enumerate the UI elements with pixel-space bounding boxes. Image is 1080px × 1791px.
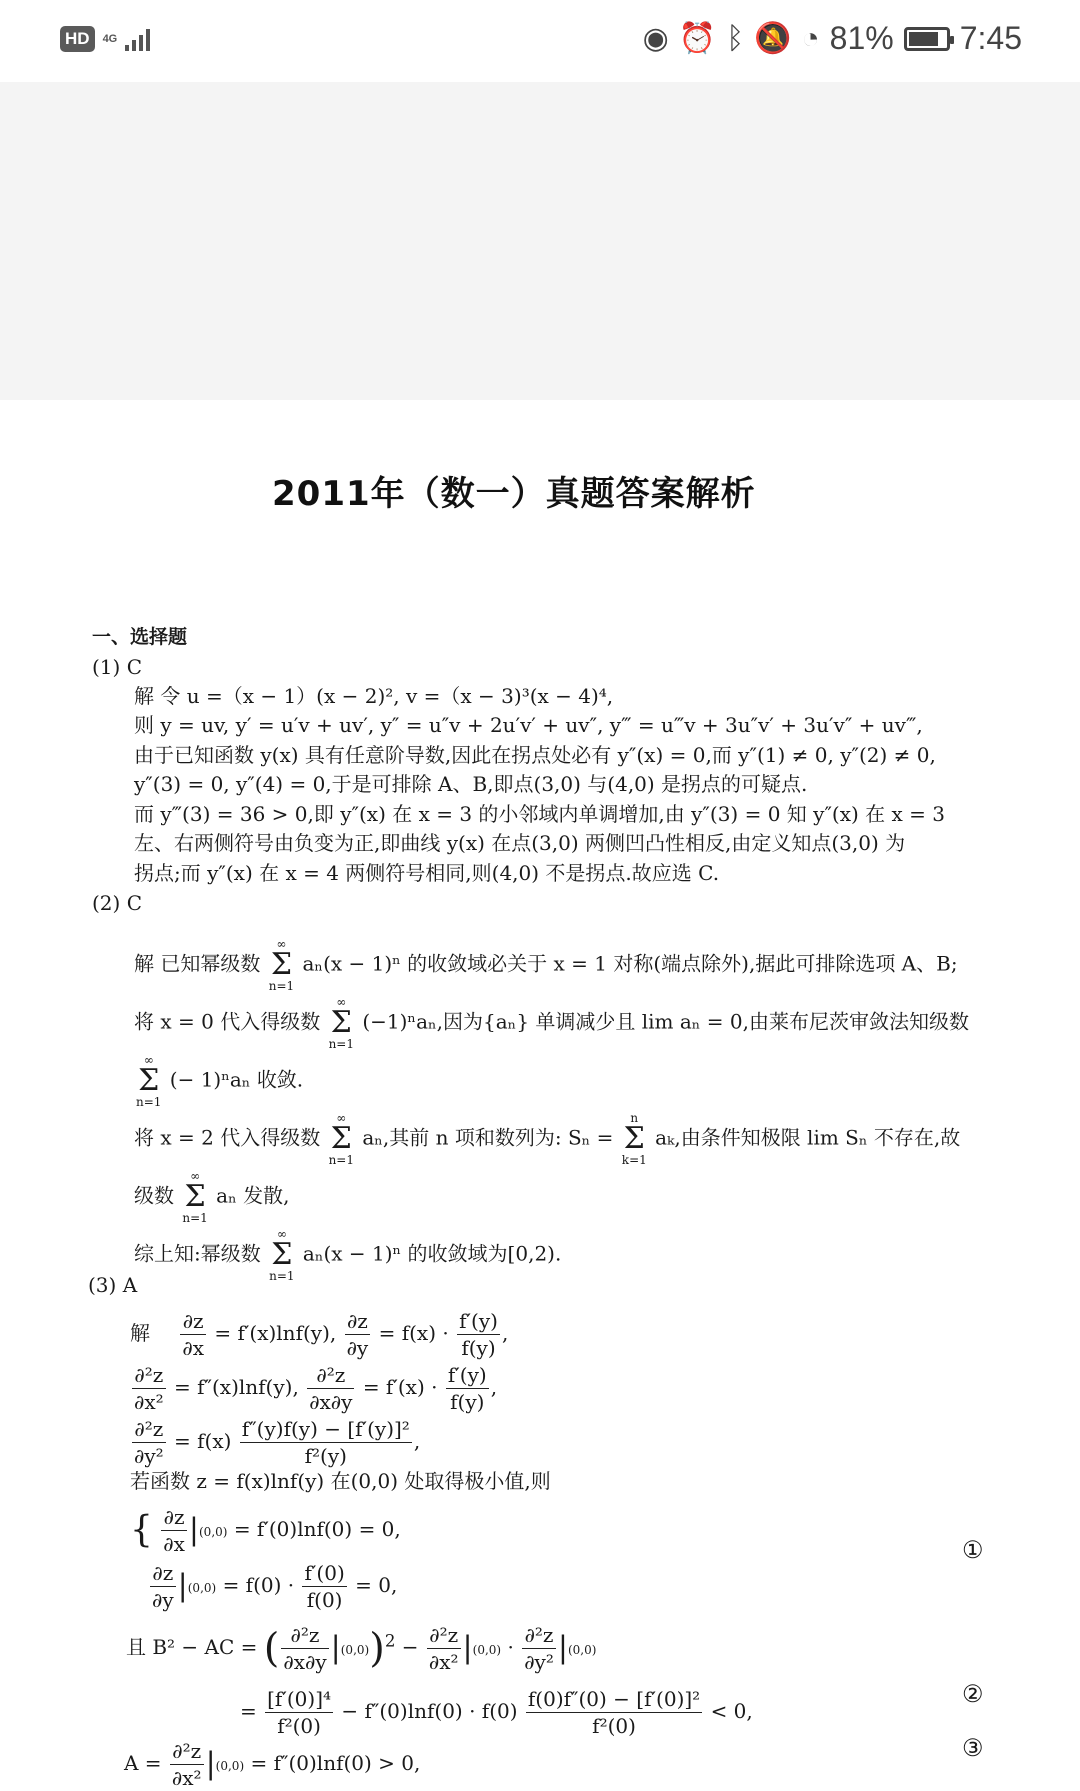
speedometer-icon: ◔ (801, 21, 820, 55)
q3-text: − f″(0)lnf(0) · f(0) (341, 1699, 518, 1723)
fraction (526, 1686, 702, 1739)
bell-off-icon: 🔕 (754, 21, 792, 55)
summation: ∞ Σ n=1 (182, 1169, 208, 1225)
document-page (0, 400, 1080, 1790)
q3-text: 且 B² − AC = (126, 1635, 258, 1659)
fraction (240, 1416, 412, 1469)
fraction (345, 1308, 371, 1361)
q1-label: (1) C (92, 655, 142, 679)
q3-cond-1: { $\frac{\partial z}{\partial x}$ |(0,0) = f′(0)lnf(0) = 0, (130, 1505, 401, 1556)
q2-line-6 (134, 1228, 561, 1282)
q2-text: aₙ(x − 1)ⁿ 的收敛域为[0,2). (302, 1241, 562, 1266)
q3-label: (3) A (88, 1273, 138, 1297)
q2-line-3 (134, 1054, 303, 1108)
q1-line-1: 解 令 u =（x − 1）(x − 2)², v =（x − 3)³(x − 4)⁴, (134, 684, 614, 708)
network-type: 4G (102, 32, 118, 45)
q1-line-5: 而 y‴(3) = 36 > 0,即 y″(x) 在 x = 3 的小邻域内单调增加,由 y″(3) = 0 知 y″(x) 在 x = 3 (134, 802, 945, 826)
numerator: ∂²z (281, 1622, 328, 1649)
q3-text: = f(x) · (378, 1321, 449, 1345)
signal-icon (125, 27, 150, 51)
q3-text: = f(x) (174, 1429, 232, 1453)
q3-text: = f′(x)lnf(y), (214, 1321, 337, 1345)
denominator: ∂x∂y (283, 1650, 327, 1674)
q2-text: (−1)ⁿaₙ,因为{aₙ} 单调减少且 lim aₙ = 0,由莱布尼茨审敛法知级数 (362, 1009, 970, 1034)
bluetooth-icon: ᛒ (726, 21, 745, 55)
fraction (180, 1308, 206, 1361)
numerator: ∂z (345, 1308, 371, 1335)
numerator: ∂z (180, 1308, 206, 1335)
battery-icon (904, 27, 950, 51)
q1-line-3: 由于已知函数 y(x) 具有任意阶导数,因此在拐点处必有 y″(x) = 0,而 y″(1) ≠ 0, y″(2) ≠ 0, (134, 743, 936, 767)
sum-lower: n=1 (182, 1211, 208, 1225)
q2-text: 将 x = 0 代入得级数 (134, 1009, 321, 1034)
q2-text: aₖ,由条件知极限 lim Sₙ 不存在,故 (655, 1125, 961, 1150)
q3-cond-2: $\frac{\partial z}{\partial y}$ |(0,0) = f(0) · $\frac{f'(0)}{f(0)}$ = 0, (152, 1561, 398, 1612)
status-right (643, 20, 1022, 57)
summation: ∞ Σ n=1 (269, 1227, 295, 1283)
eval-point: (0,0) (187, 1581, 217, 1595)
denominator: f²(y) (304, 1444, 347, 1468)
q2-text: aₙ,其前 n 项和数列为: Sₙ = (362, 1125, 614, 1150)
q3-row-1: 解 $\frac{\partial z}{\partial x}$ = f′(x)lnf(y), $\frac{\partial z}{\partial y}$ = f(x) · $\frac{f'(y)}{f(y)}$ , (130, 1309, 509, 1360)
numerator: ∂z (150, 1560, 176, 1587)
fraction (427, 1622, 461, 1675)
q3-a-value: A = $\frac{\text{∂²z}}{\text{∂x²}}$ |(0,0) = f″(0)lnf(0) > 0, (124, 1739, 421, 1790)
q2-line-5 (134, 1170, 289, 1224)
sum-upper: ∞ (276, 1227, 287, 1241)
denominator: f²(0) (277, 1714, 321, 1738)
denominator: ∂y² (134, 1444, 164, 1468)
q2-text: 综上知:幂级数 (134, 1241, 261, 1266)
summation: ∞ Σ n=1 (268, 937, 295, 993)
q2-label: (2) C (92, 891, 142, 915)
numerator: f′(y) (459, 1309, 498, 1333)
q3-row-3: $\frac{\text{∂²z}}{\text{∂y²}}$ = f(x) $\frac{\text{f″(y)f(y) − [f′(y)]²}}{\text{f²(y)}}$ , (134, 1417, 421, 1468)
sum-upper: ∞ (336, 1111, 347, 1125)
blank-top-area (0, 82, 1080, 400)
q3-text: = f(0) · (222, 1573, 295, 1597)
q2-line-1 (134, 938, 958, 992)
denominator: ∂x∂y (309, 1390, 353, 1414)
denominator: ∂y² (524, 1650, 554, 1674)
denominator: ∂x² (134, 1390, 164, 1414)
equation-number-3: ③ (962, 1734, 984, 1762)
numerator: [f′(0)]⁴ (267, 1687, 332, 1711)
q3-text: = f′(x) · (362, 1375, 438, 1399)
denominator: ∂x² (428, 1650, 459, 1674)
numerator: f(0)f″(0) − [f′(0)]² (527, 1687, 701, 1711)
denominator: f²(0) (592, 1714, 636, 1738)
q1-line-7: 拐点;而 y″(x) 在 x = 4 两侧符号相同,则(4,0) 不是拐点.故应选 C. (134, 861, 720, 885)
q3-text: < 0, (710, 1699, 753, 1723)
q3-text: = 0, (355, 1573, 398, 1597)
summation: ∞ Σ n=1 (328, 995, 354, 1051)
summation: n Σ k=1 (621, 1111, 647, 1167)
q1-line-6: 左、右两侧符号由负变为正,即曲线 y(x) 在点(3,0) 两侧凹凸性相反,由定义知点(3,0) 为 (134, 831, 906, 855)
eval-point: (0,0) (340, 1643, 370, 1657)
sum-upper: ∞ (143, 1053, 154, 1067)
fraction (265, 1686, 333, 1739)
sum-lower: n=1 (328, 1037, 354, 1051)
fraction (150, 1560, 176, 1613)
sum-lower: n=1 (268, 979, 295, 993)
alarm-icon: ⏰ (678, 21, 717, 55)
q2-text: 将 x = 2 代入得级数 (134, 1125, 321, 1150)
q3-text: = f″(0)lnf(0) > 0, (250, 1751, 421, 1775)
numerator: ∂²z (170, 1738, 204, 1765)
equation-number-1: ① (962, 1536, 984, 1564)
denominator: f(y) (450, 1390, 485, 1414)
page-title: 2011年（数一）真题答案解析 (272, 474, 756, 514)
summation: ∞ Σ n=1 (328, 1111, 354, 1167)
numerator: f″(y)f(y) − [f′(y)]² (241, 1417, 410, 1441)
fraction (302, 1560, 346, 1613)
q3-condition: 若函数 z = f(x)lnf(y) 在(0,0) 处取得极小值,则 (130, 1469, 551, 1493)
q3-text: = f′(0)lnf(0) = 0, (233, 1517, 401, 1541)
fraction (457, 1308, 500, 1361)
sum-upper: n (630, 1111, 639, 1125)
fraction (132, 1362, 166, 1415)
denominator: ∂y (346, 1336, 369, 1360)
sum-lower: n=1 (328, 1153, 354, 1167)
fraction (170, 1738, 204, 1791)
denominator: ∂x² (171, 1766, 202, 1790)
denominator: ∂x (182, 1336, 204, 1360)
fraction (281, 1622, 328, 1675)
numerator: ∂z (161, 1504, 187, 1531)
sum-lower: n=1 (269, 1269, 295, 1283)
denominator: f(0) (306, 1588, 343, 1612)
status-left (60, 26, 150, 52)
numerator: f′(0) (304, 1561, 345, 1585)
summation: ∞ Σ n=1 (136, 1053, 162, 1109)
numerator: ∂²z (132, 1416, 166, 1443)
numerator: f′(y) (447, 1363, 487, 1387)
q2-text: 级数 (134, 1183, 174, 1208)
hd-badge: HD (60, 26, 95, 52)
q1-line-4: y″(3) = 0, y″(4) = 0,于是可排除 A、B,即点(3,0) 与(4,0) 是拐点的可疑点. (134, 772, 808, 796)
numerator: ∂²z (307, 1362, 354, 1389)
denominator: f(y) (461, 1336, 496, 1360)
q2-text: (− 1)ⁿaₙ 收敛. (169, 1067, 304, 1092)
sum-upper: ∞ (190, 1169, 201, 1183)
fraction (522, 1622, 556, 1675)
numerator: ∂²z (522, 1622, 556, 1649)
q3-row-2: $\frac{\text{∂²z}}{\text{∂x²}}$ = f″(x)lnf(y), $\frac{\text{∂²z}}{\partial x\partial y}$ = f′(x) · $\frac{f'(y)}{f(y)}$ , (134, 1363, 498, 1414)
eval-point: (0,0) (567, 1643, 597, 1657)
numerator: ∂²z (427, 1622, 461, 1649)
numerator: ∂²z (132, 1362, 166, 1389)
fraction (307, 1362, 354, 1415)
q2-text: aₙ(x − 1)ⁿ 的收敛域必关于 x = 1 对称(端点除外),据此可排除选项 A、B; (302, 951, 958, 976)
eval-point: (0,0) (215, 1759, 245, 1773)
sum-lower: n=1 (136, 1095, 162, 1109)
sum-upper: ∞ (336, 995, 347, 1009)
q1-line-2: 则 y = uv, y′ = u′v + uv′, y″ = u″v + 2u′v′ + uv″, y‴ = u‴v + 3u″v′ + 3u′v″ + uv‴, (134, 713, 923, 737)
denominator: ∂x (163, 1532, 185, 1556)
battery-percent: 81% (829, 20, 894, 56)
eval-point: (0,0) (472, 1643, 502, 1657)
q2-text: 解 已知幂级数 (134, 951, 261, 976)
sum-upper: ∞ (276, 937, 287, 951)
q3-b2ac: 且 B² − AC = ( $\frac{\text{∂²z}}{\partial x\partial y}$ |(0,0))$^2$ − $\frac{\text{∂²z}}{\text{∂x²}}$ |(0,0) · $\frac{\text{∂²z}}{\text{∂y²}}$ |(0,0) (126, 1623, 597, 1674)
equation-number-2: ② (962, 1680, 984, 1708)
status-bar (0, 0, 1080, 82)
q3-text: = (240, 1699, 257, 1723)
section-heading: 一、选择题 (92, 626, 188, 648)
fraction (446, 1362, 489, 1415)
sum-lower: k=1 (621, 1153, 647, 1167)
q2-text: aₙ 发散, (216, 1183, 290, 1208)
denominator: ∂y (152, 1588, 174, 1612)
q2-line-4 (134, 1112, 960, 1166)
q3-text: = f″(x)lnf(y), (174, 1375, 299, 1399)
q2-line-2 (134, 996, 969, 1050)
eye-icon: ◉ (642, 21, 669, 55)
q3-text: A = (124, 1751, 162, 1775)
q3-b2ac-expand (240, 1686, 753, 1739)
clock: 7:45 (959, 20, 1022, 56)
fraction (132, 1416, 166, 1469)
q3-text: 解 (130, 1321, 150, 1345)
fraction (161, 1504, 187, 1557)
eval-point: (0,0) (199, 1525, 228, 1539)
